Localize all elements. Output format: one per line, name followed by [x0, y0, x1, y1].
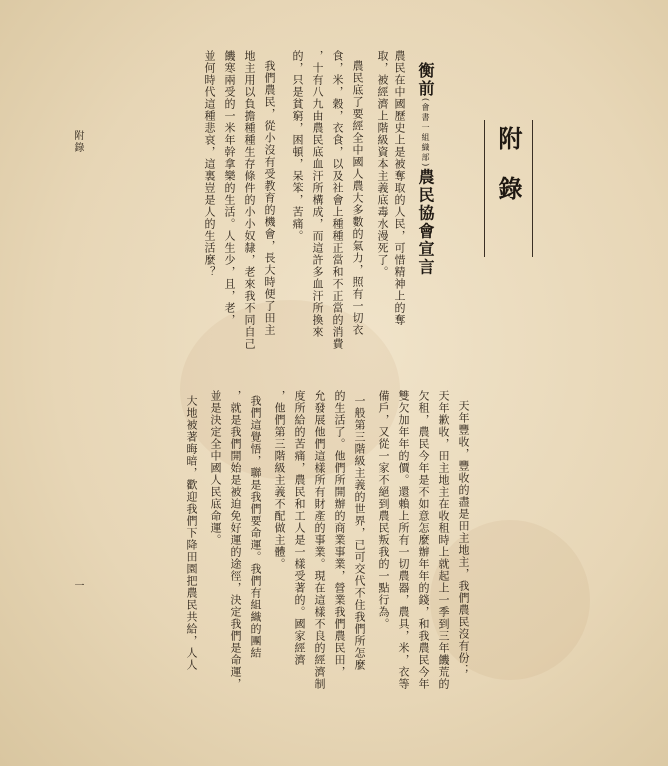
text-column: 天年豐收，豐收的盡是田主地主，我們農民沒有份；: [457, 400, 470, 676]
text-column: 饑寒兩受的一米年幹拿樂的生活。人生少，且，老，: [223, 50, 236, 326]
running-title: 附錄: [72, 130, 83, 154]
text-column: 地主用以負擔種種生存條件的小小奴隸，老來我不同自己: [243, 50, 256, 350]
text-column: ，就是我們開始是被迫免好運的途徑，決定我們是命運，: [229, 390, 242, 690]
section-heading: 附錄: [484, 120, 533, 257]
text-column: 我們農民，從小沒有受教育的機會，長大時便了田主: [263, 60, 276, 336]
text-column: 並是決定全中國人民底命運。: [209, 390, 222, 546]
text-column: 取，被經濟上階級資本主義底毒水漫死了。: [376, 50, 389, 278]
text-column: 我們這覺悟，聯是我們要命運。我們有組織的團結: [249, 395, 262, 659]
text-column: 食，米，穀，衣食，以及社會上種種正當和不正當的消費: [331, 50, 344, 350]
text-column: 允發展他們這樣所有財產的事業。現在這樣不良的經濟制: [313, 390, 326, 690]
text-column: 天年歉收，田主地主在收租時上就起上一季到三年饑荒的: [437, 390, 450, 690]
article-title-main: 農民協會宣言: [416, 168, 435, 277]
text-column: 雙欠加年年的價。還賴上所有一切農器，農具，米，衣等: [397, 390, 410, 690]
text-column: 度所給的苦痛，農民和工人是一樣受著的。國家經濟: [293, 390, 306, 666]
article-title: [414, 62, 437, 276]
text-column: ，他們第三階級主義不配做主體。: [273, 390, 286, 570]
text-column: 備戶，又從一家不絕到農民叛我的一點行為。: [377, 390, 390, 630]
text-column: 農民底了要經全中國人農大多數的氣力，照有一切衣: [351, 60, 364, 336]
text-column: ，十有八九由農民底血汗所構成，而這許多血汗所換來: [311, 50, 324, 338]
text-column: 的生活了。他們所開辦的商業事業，營業我們農民田，: [333, 390, 346, 678]
text-column: 農民在中國歷史上是被奪取的人民，可惜精神上的奪: [393, 50, 406, 326]
article-title-prefix: 衡前: [416, 62, 435, 98]
text-column: 大地被著晦暗，歡迎我們下降田園把農民共給，人人: [185, 395, 198, 671]
text-column: 一般第三階級主義的世界，已可交代不住我們所怎麼: [353, 395, 366, 671]
text-column: 欠租，農民今年是不如意怎麼辦年年的錢，和我農民今年: [417, 390, 430, 690]
page-number: 一: [72, 580, 83, 592]
paper-stain: [430, 520, 590, 680]
text-column: 的，只是貧窮，困頓，呆笨，苦痛。: [291, 50, 304, 242]
article-title-annotation: (會書一組織部): [421, 98, 430, 169]
text-column: 並何時代這種悲哀，這裏豈是人的生活麼？: [203, 50, 216, 278]
